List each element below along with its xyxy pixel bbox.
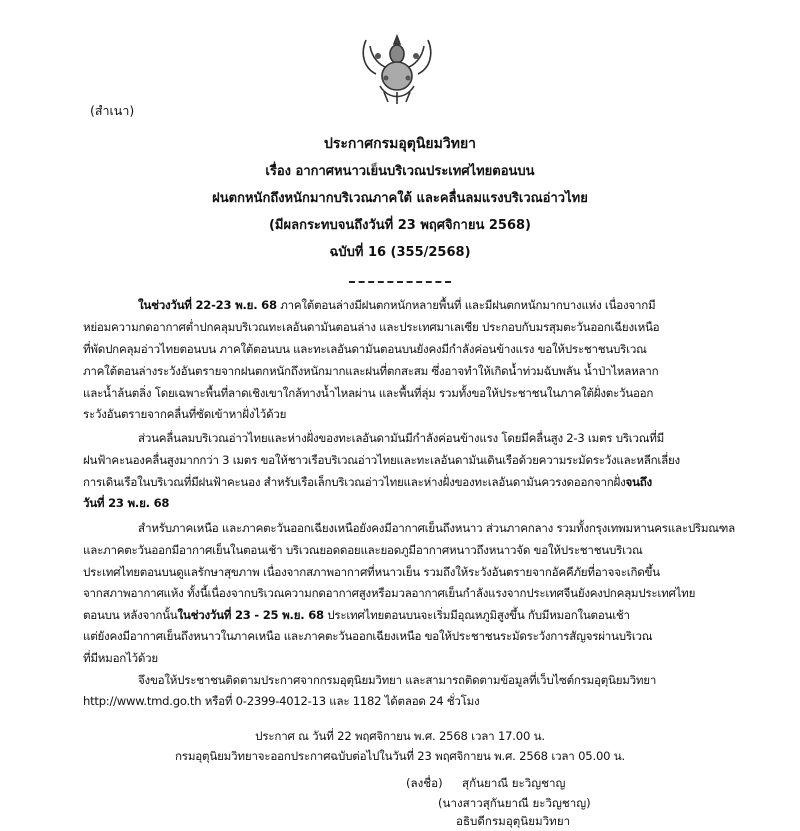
signatory-position: อธิบดีกรมอุตุนิยมวิทยา <box>456 814 571 828</box>
paragraph-2-line-2: ฝนฟ้าคะนองคลื่นสูงมากกว่า 3 เมตร ขอให้ชาวเรือบริเวณอ่าวไทยและทะเลอันดามันเดินเรือด้วยความระมัดระวังและหลีกเลี่ยง <box>83 453 680 467</box>
copy-label: (สำเนา) <box>90 103 135 118</box>
paragraph-2-line-4: วันที่ 23 พ.ย. 68 <box>83 496 170 510</box>
signature-label: (ลงชื่อ) <box>406 776 443 790</box>
effect-line: (มีผลกระทบจนถึงวันที่ 23 พฤศจิกายน 2568) <box>268 218 531 233</box>
paragraph-2-line-3: การเดินเรือในบริเวณที่มีฝนฟ้าคะนอง สำหรับเรือเล็กบริเวณอ่าวไทยและห่างฝั่งของทะเลอันดามันควรงดออกจากฝั่งจนถึง <box>83 475 652 489</box>
paragraph-1-line-5: และน้ำล้นตลิ่ง โดยเฉพาะพื้นที่ลาดเชิงเขาใกล้ทางน้ำไหลผ่าน และพื้นที่ลุ่ม รวมทั้งขอให้ประชาชนในภาคใต้ฝั่งตะวันออก <box>83 386 654 400</box>
signatory-full-name: (นางสาวสุกันยาณี ยะวิญชาญ) <box>438 796 591 810</box>
paragraph-1-line-3: ที่พัดปกคลุมอ่าวไทยตอนบน ภาคใต้ตอนบน และทะเลอันดามันตอนบนยังคงมีกำลังค่อนข้างแรง ขอให้ประชาชนบริเวณ <box>83 342 647 356</box>
paragraph-4-line-1: จึงขอให้ประชาชนติดตามประกาศจากกรมอุตุนิยมวิทยา และสามารถติดตามข้อมูลที่เว็บไซต์กรมอุตุนิยมวิทยา <box>138 673 657 687</box>
signature-name: สุกันยาณี ยะวิญชาญ <box>462 776 566 790</box>
paragraph-3-line-7: ที่มีหมอกไว้ด้วย <box>83 651 158 665</box>
date-range-bold: ในช่วงวันที่ 22-23 พ.ย. 68 <box>138 298 277 312</box>
paragraph-1-line-4: ภาคใต้ตอนล่างระวังอันตรายจากฝนตกหนักถึงหนักมากและฝนที่ตกสะสม ซึ่งอาจทำให้เกิดน้ำท่วมฉับพลัน น้ำป่าไหลหลาก <box>83 364 659 378</box>
paragraph-1-line-2: หย่อมความกดอากาศต่ำปกคลุมบริเวณทะเลอันดามันตอนล่าง และประเทศมาเลเซีย ประกอบกับมรสุมตะวันออกเฉียงเหนือ <box>83 320 660 334</box>
next-issue-notice: กรมอุตุนิยมวิทยาจะออกประกาศฉบับต่อไปในวันที่ 23 พฤศจิกายน พ.ศ. 2568 เวลา 05.00 น. <box>174 749 625 763</box>
paragraph-1-line-1: ในช่วงวันที่ 22-23 พ.ย. 68 ภาคใต้ตอนล่างมีฝนตกหนักหลายพื้นที่ และมีฝนตกหนักมากบางแห่ง เนื่องจากมี <box>138 298 656 312</box>
paragraph-3-line-2: และภาคตะวันออกมีอากาศเย็นในตอนเช้า บริเวณยอดดอยและยอดภูมีอากาศหนาวถึงหนาวจัด ขอให้ประชาชนบริเวณ <box>83 543 643 557</box>
subject-line: เรื่อง อากาศหนาวเย็นบริเวณประเทศไทยตอนบน <box>265 164 535 179</box>
issue-number: ฉบับที่ 16 (355/2568) <box>329 245 471 260</box>
paragraph-3-line-5: ตอนบน หลังจากนั้นในช่วงวันที่ 23 - 25 พ.ย. 68 ประเทศไทยตอนบนจะเริ่มมีอุณหภูมิสูงขึ้น กับมีหมอกในตอนเช้า <box>83 608 630 622</box>
paragraph-3-line-3: ประเทศไทยตอนบนดูแลรักษาสุขภาพ เนื่องจากสภาพอากาศที่หนาวเย็น รวมถึงให้ระวังอันตรายจากอัคคีภัยที่อาจจะเกิดขึ้น <box>83 565 660 579</box>
paragraph-2-line-1: ส่วนคลื่นลมบริเวณอ่าวไทยและห่างฝั่งของทะเลอันดามันมีกำลังค่อนข้างแรง โดยมีคลื่นสูง 2-3 เมตร บริเวณที่มี <box>138 431 665 445</box>
paragraph-3-line-1: สำหรับภาคเหนือ และภาคตะวันออกเฉียงเหนือยังคงมีอากาศเย็นถึงหนาว ส่วนภาคกลาง รวมทั้งกรุงเทพมหานครและปริมณฑล <box>138 521 736 535</box>
paragraph-3-line-4: จากสภาพอากาศแห้ง ทั้งนี้เนื่องจากบริเวณความกดอากาศสูงหรือมวลอากาศเย็นกำลังแรงจากประเทศจีนยังคงปกคลุมประเทศไทย <box>83 586 696 600</box>
page-title: ประกาศกรมอุตุนิยมวิทยา <box>323 136 477 152</box>
garuda-emblem-icon <box>358 30 436 106</box>
issued-datetime: ประกาศ ณ วันที่ 22 พฤศจิกายน พ.ศ. 2568 เวลา 17.00 น. <box>255 729 545 743</box>
paragraph-4-line-2: http://www.tmd.go.th หรือที่ 0-2399-4012-13 และ 1182 ได้ตลอด 24 ชั่วโมง <box>83 694 480 708</box>
paragraph-3-line-6: แต่ยังคงมีอากาศเย็นถึงหนาวในภาคเหนือ และภาคตะวันออกเฉียงเหนือ ขอให้ประชาชนระมัดระวังการสัญจรผ่านบริเวณ <box>83 629 653 643</box>
subject-line-2: ฝนตกหนักถึงหนักมากบริเวณภาคใต้ และคลื่นลมแรงบริเวณอ่าวไทย <box>212 191 588 206</box>
separator <box>349 281 451 283</box>
paragraph-1-line-6: ระวังอันตรายจากคลื่นที่ซัดเข้าหาฝั่งไว้ด้วย <box>83 407 287 421</box>
